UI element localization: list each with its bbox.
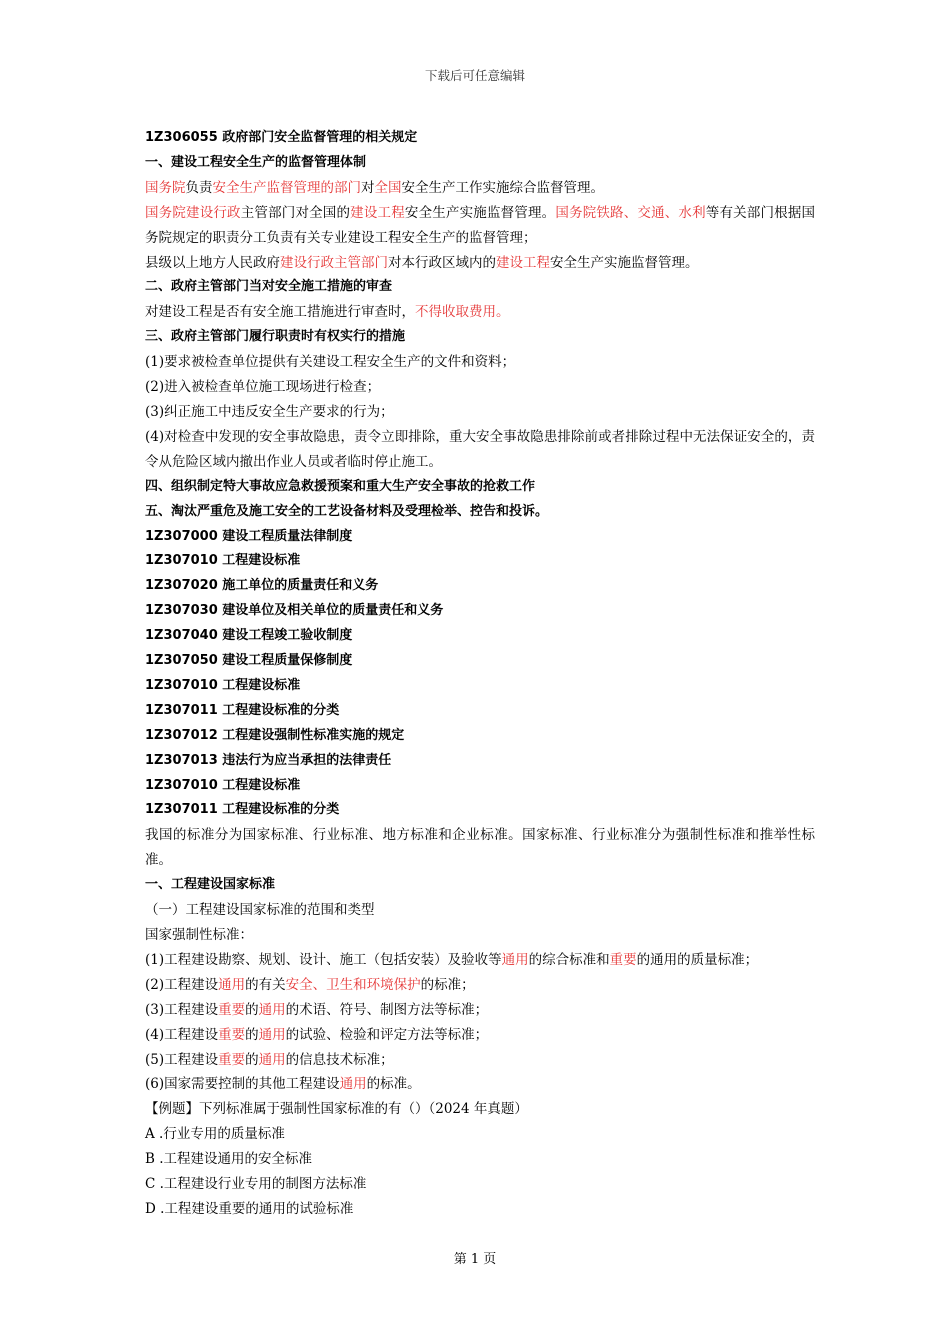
paragraph-line	[145, 1048, 815, 1073]
text-segment: A .行业专用的质量标准	[145, 1126, 285, 1143]
text-segment: 的通用的质量标准；	[636, 951, 759, 968]
text-segment: 县级以上地方人民政府	[145, 254, 280, 271]
section-heading	[145, 774, 815, 799]
paragraph-line	[145, 425, 815, 475]
paragraph-line	[145, 251, 815, 276]
text-segment: 安全生产实施监督管理。	[550, 254, 699, 271]
text-segment: 1Z307010 工程建设标准	[145, 553, 301, 569]
text-segment: 我国的标准分为国家标准、行业标准、地方标准和企业标准。国家标准、行业标准分为强制性标准和推举性标准。	[145, 827, 815, 869]
text-segment: 对本行政区域内的	[388, 254, 496, 271]
text-segment: 的标准；	[420, 976, 475, 993]
section-heading	[145, 525, 815, 550]
section-heading	[145, 126, 815, 151]
text-segment: (2)工程建设	[145, 976, 219, 993]
text-segment: 1Z307010 工程建设标准	[145, 777, 301, 793]
text-segment: 1Z307011 工程建设标准的分类	[145, 802, 340, 818]
text-segment: (3)工程建设	[145, 1001, 219, 1018]
section-heading	[145, 724, 815, 749]
text-segment: B .工程建设通用的安全标准	[145, 1151, 313, 1168]
paragraph-line	[145, 400, 815, 425]
section-heading	[145, 151, 815, 176]
text-segment: 主管部门对全国的	[240, 204, 351, 221]
page-footer: 第 1 页	[453, 1252, 497, 1267]
document-body	[145, 126, 815, 1222]
text-segment: 1Z307012 工程建设强制性标准实施的规定	[145, 727, 405, 743]
paragraph-line	[145, 1122, 815, 1147]
text-segment: 1Z307000 建设工程质量法律制度	[145, 528, 353, 544]
highlighted-text: 国务院建设行政	[145, 204, 241, 221]
paragraph-line	[145, 973, 815, 998]
paragraph-line	[145, 923, 815, 948]
text-segment: 一、工程建设国家标准	[145, 877, 276, 893]
text-segment: 1Z307030 建设单位及相关单位的质量责任和义务	[145, 603, 444, 619]
text-segment: (4)工程建设	[145, 1026, 219, 1043]
text-segment: 对	[361, 179, 375, 196]
text-segment: 的	[245, 1051, 259, 1068]
section-heading	[145, 624, 815, 649]
highlighted-text: 安全、卫生和环境保护	[285, 976, 421, 993]
highlighted-text: 建设行政主管部门	[280, 254, 388, 271]
text-segment: (2)进入被检查单位施工现场进行检查；	[145, 379, 381, 396]
section-heading	[145, 873, 815, 898]
highlighted-text: 安全生产监督管理的部门	[212, 179, 361, 196]
text-segment: 1Z307010 工程建设标准	[145, 677, 301, 693]
highlighted-text: 通用	[258, 1026, 286, 1043]
section-heading	[145, 599, 815, 624]
highlighted-text: 重要	[218, 1026, 246, 1043]
highlighted-text: 重要	[609, 951, 637, 968]
text-segment: 1Z307050 建设工程质量保修制度	[145, 653, 353, 669]
paragraph-line	[145, 375, 815, 400]
text-segment: 一、建设工程安全生产的监督管理体制	[145, 154, 367, 170]
text-segment: 对建设工程是否有安全施工措施进行审查时，	[145, 304, 415, 321]
text-segment: (5)工程建设	[145, 1051, 219, 1068]
paragraph-line	[145, 1172, 815, 1197]
paragraph-line	[145, 1097, 815, 1122]
text-segment: 1Z306055 政府部门安全监督管理的相关规定	[145, 130, 418, 145]
highlighted-text: 不得收取费用。	[415, 304, 510, 321]
paragraph-line	[145, 201, 815, 251]
section-heading	[145, 649, 815, 674]
text-segment: 的有关	[245, 976, 286, 993]
paragraph-line	[145, 1023, 815, 1048]
text-segment: 1Z307040 建设工程竣工验收制度	[145, 628, 353, 644]
text-segment: (6)国家需要控制的其他工程建设	[145, 1076, 340, 1093]
highlighted-text: 重要	[218, 1001, 246, 1018]
text-segment: 五、淘汰严重危及施工安全的工艺设备材料及受理检举、控告和投诉。	[145, 503, 549, 519]
highlighted-text: 通用	[339, 1076, 367, 1093]
text-segment: 的试验、检验和评定方法等标准；	[285, 1026, 489, 1043]
text-segment: 国家强制性标准：	[145, 927, 253, 943]
section-heading	[145, 549, 815, 574]
highlighted-text: 通用	[501, 951, 529, 968]
text-segment: 四、组织制定特大事故应急救援预案和重大生产安全事故的抢救工作	[145, 478, 536, 494]
text-segment: 负责	[185, 179, 213, 196]
paragraph-line	[145, 1072, 815, 1097]
text-segment: 的	[245, 1026, 259, 1043]
text-segment: （一）工程建设国家标准的范围和类型	[145, 902, 375, 919]
highlighted-text: 建设工程	[496, 254, 550, 271]
highlighted-text: 国务院	[145, 179, 186, 196]
section-heading	[145, 325, 815, 350]
paragraph-line	[145, 176, 815, 201]
text-segment: 的综合标准和	[528, 951, 610, 968]
paragraph-line	[145, 300, 815, 325]
text-segment: (1)要求被检查单位提供有关建设工程安全生产的文件和资料；	[145, 354, 516, 371]
paragraph-line	[145, 823, 815, 873]
text-segment: (1)工程建设勘察、规划、设计、施工（包括安装）及验收等	[145, 951, 502, 968]
text-segment: D .工程建设重要的通用的试验标准	[145, 1200, 354, 1217]
section-heading	[145, 500, 815, 525]
section-heading	[145, 674, 815, 699]
section-heading	[145, 699, 815, 724]
text-segment: 1Z307020 施工单位的质量责任和义务	[145, 578, 379, 594]
text-segment: 【例题】下列标准属于强制性国家标准的有（）（2024 年真题）	[145, 1101, 528, 1118]
paragraph-line	[145, 948, 815, 973]
paragraph-line	[145, 1147, 815, 1172]
highlighted-text: 通用	[258, 1001, 286, 1018]
text-segment: 二、政府主管部门当对安全施工措施的审查	[145, 279, 393, 295]
text-segment: 三、政府主管部门履行职责时有权实行的措施	[145, 329, 406, 345]
text-segment: 的标准。	[366, 1076, 421, 1093]
paragraph-line	[145, 898, 815, 923]
paragraph-line	[145, 1197, 815, 1222]
paragraph-line	[145, 998, 815, 1023]
highlighted-text: 国务院铁路、交通、水利	[555, 204, 706, 221]
text-segment: 的信息技术标准；	[285, 1051, 394, 1068]
text-segment: C .工程建设行业专用的制图方法标准	[145, 1176, 367, 1193]
text-segment: (4)对检查中发现的安全事故隐患，责令立即排除，重大安全事故隐患排除前或者排除过程中无法保证安全的，责令从危险区域内撤出作业人员或者临时停止施工。	[145, 428, 815, 470]
highlighted-text: 通用	[258, 1051, 286, 1068]
section-heading	[145, 574, 815, 599]
section-heading	[145, 475, 815, 500]
page-header: 下载后可任意编辑	[424, 68, 525, 83]
highlighted-text: 建设工程	[350, 204, 405, 221]
text-segment: 等有关部门根据国务院规定的职责分工负责有关专业建设工程安全生产的监督管理；	[145, 204, 816, 246]
text-segment: 安全生产实施监督管理。	[404, 204, 556, 221]
text-segment: (3)纠正施工中违反安全生产要求的行为；	[145, 403, 394, 420]
highlighted-text: 全国	[374, 179, 402, 196]
text-segment: 安全生产工作实施综合监督管理。	[401, 179, 604, 196]
text-segment: 的术语、符号、制图方法等标准；	[285, 1001, 489, 1018]
paragraph-line	[145, 350, 815, 375]
text-segment: 1Z307013 违法行为应当承担的法律责任	[145, 752, 392, 768]
text-segment: 的	[245, 1001, 259, 1018]
section-heading	[145, 749, 815, 774]
section-heading	[145, 798, 815, 823]
highlighted-text: 通用	[218, 976, 246, 993]
text-segment: 1Z307011 工程建设标准的分类	[145, 702, 340, 718]
section-heading	[145, 275, 815, 300]
highlighted-text: 重要	[218, 1051, 246, 1068]
